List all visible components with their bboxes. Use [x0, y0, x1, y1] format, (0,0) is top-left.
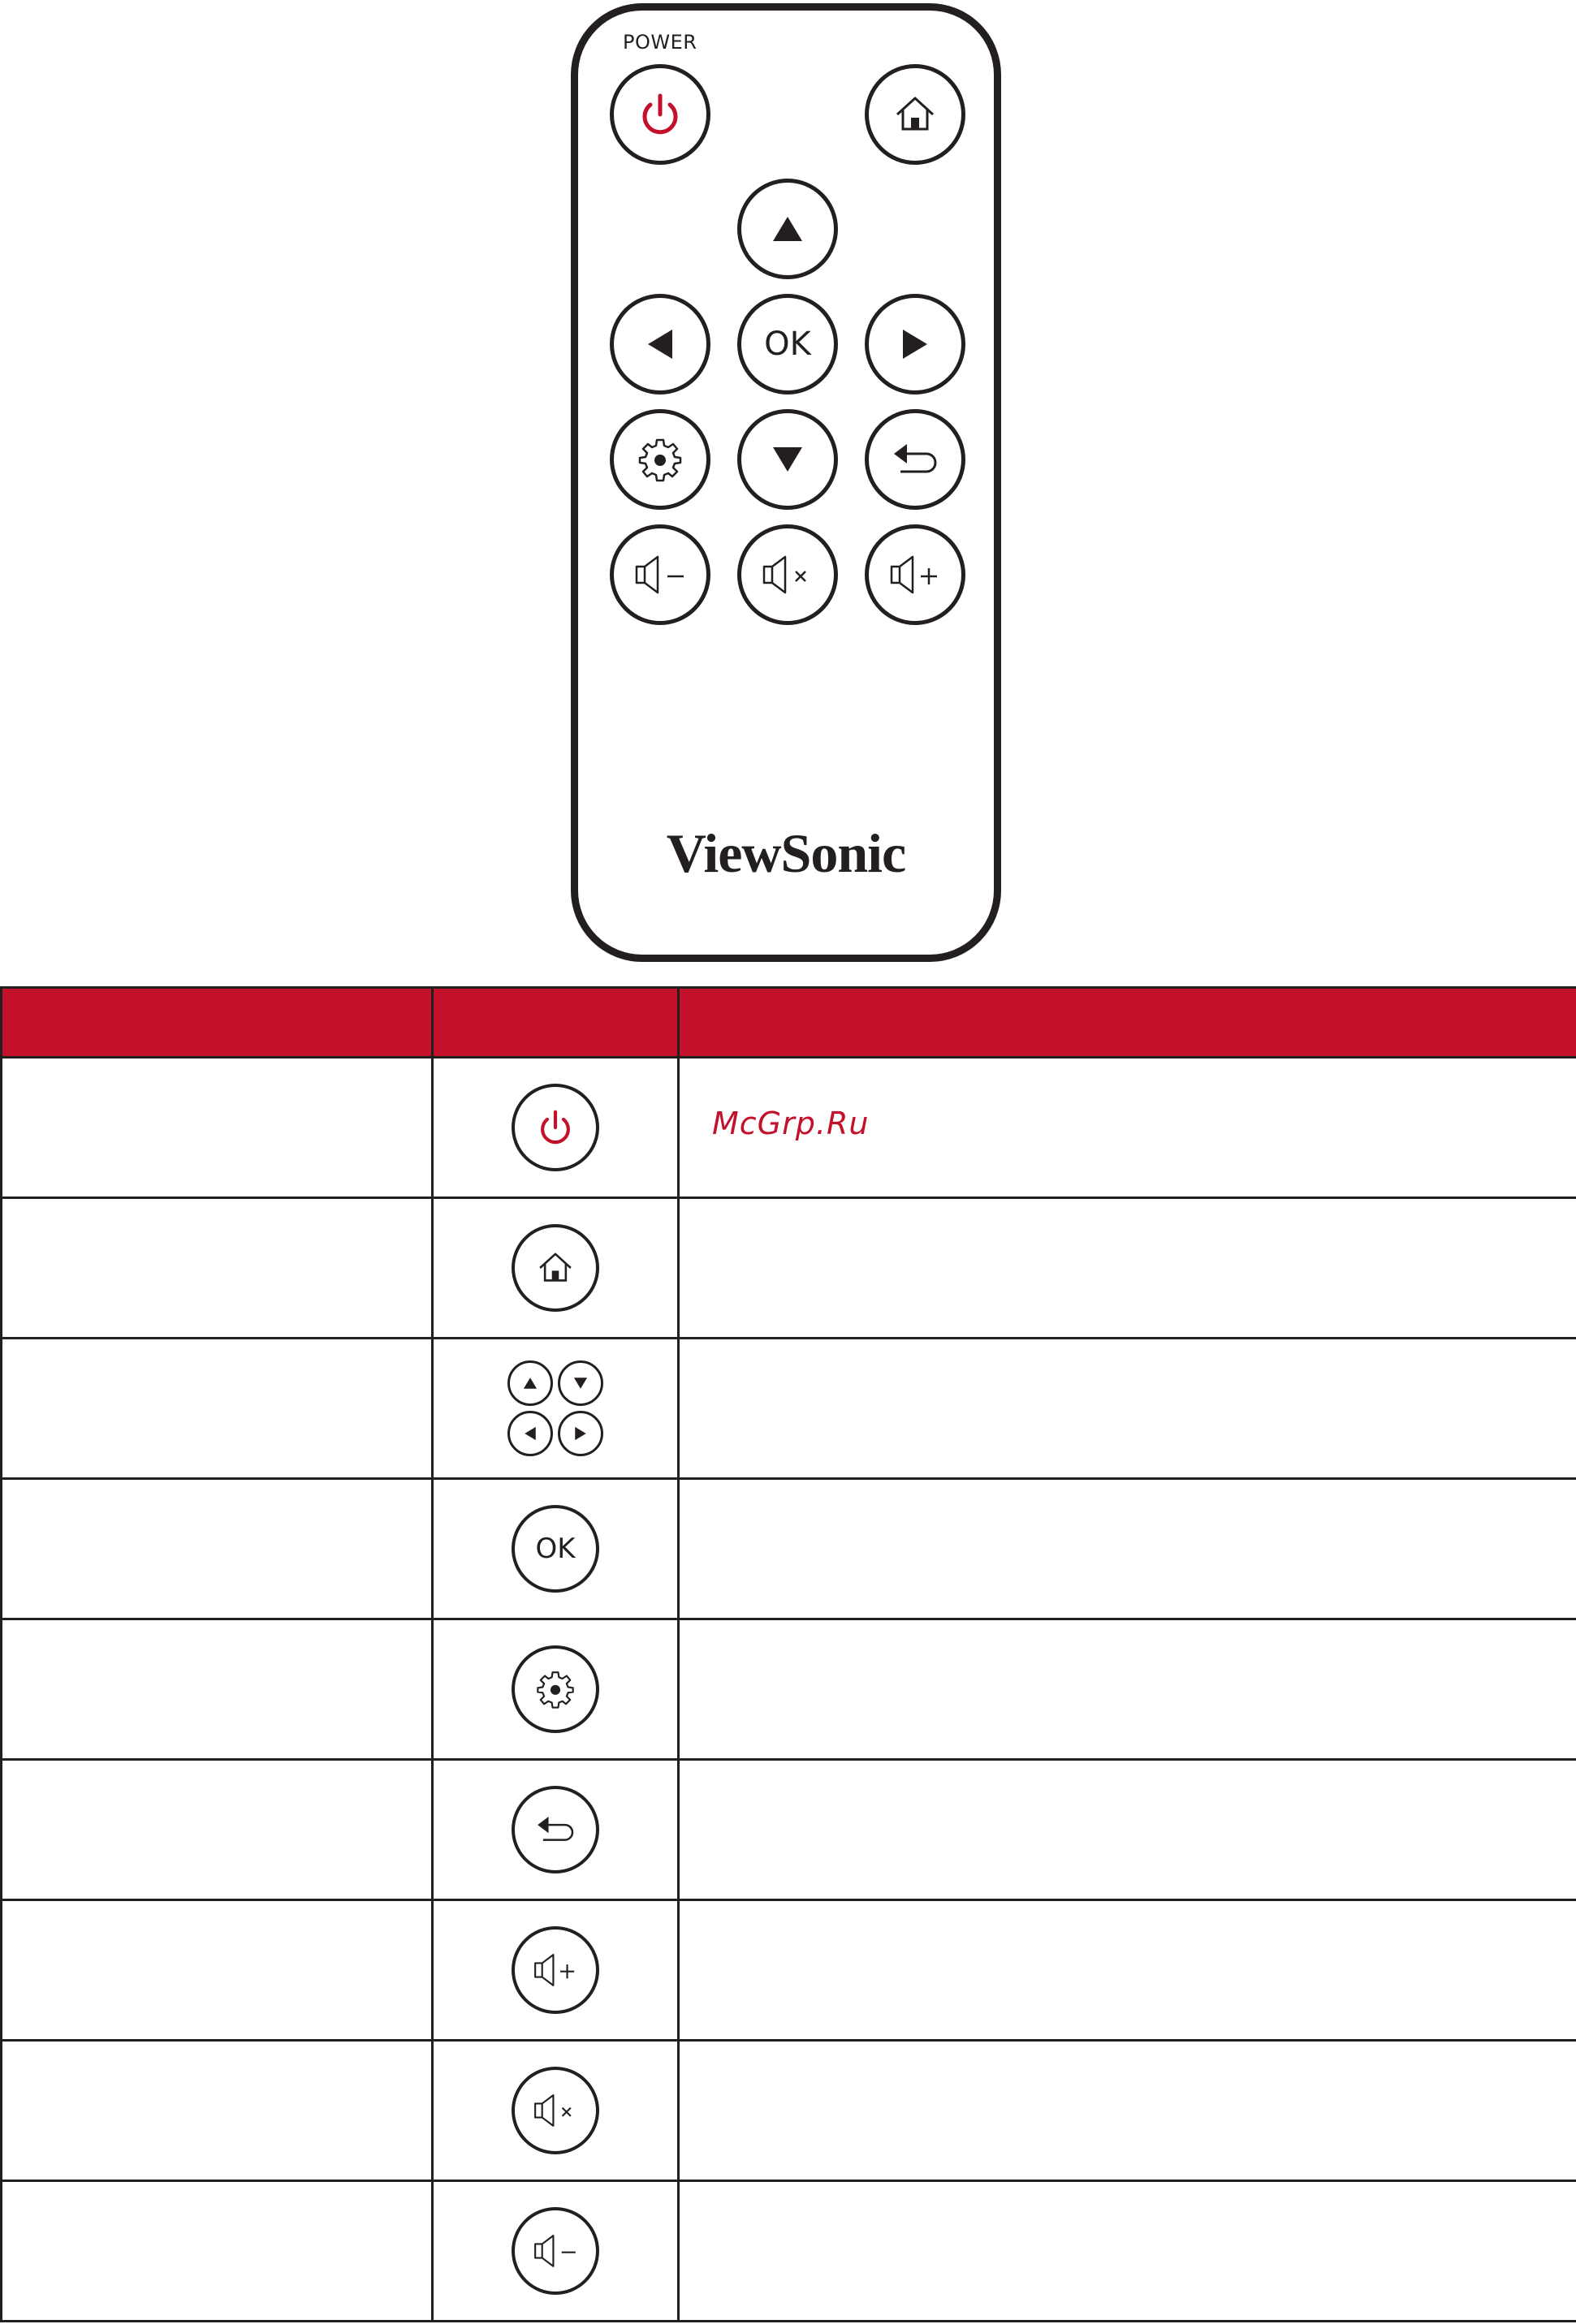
- arrow-left-icon: [646, 328, 674, 360]
- table-row: [2, 1479, 1576, 1619]
- ok-label: OK: [764, 326, 811, 363]
- volume-down-icon: [632, 552, 689, 597]
- ok-button-symbol: [512, 1505, 599, 1593]
- right-button[interactable]: [865, 294, 965, 395]
- small-down-button: [558, 1360, 603, 1406]
- volume-up-icon: [887, 552, 943, 597]
- table-row: [2, 1760, 1576, 1900]
- icon-cell: [433, 1479, 679, 1619]
- arrow-down-icon: [771, 446, 804, 473]
- up-button[interactable]: [737, 179, 838, 279]
- mute-icon: [531, 2091, 580, 2130]
- button-name-cell: [2, 2181, 433, 2322]
- header-cell-icon: [433, 988, 679, 1058]
- button-name-cell: [2, 1339, 433, 1479]
- button-name-cell: [2, 1760, 433, 1900]
- icon-cell: [433, 2181, 679, 2322]
- button-name-cell: [2, 1619, 433, 1760]
- icon-cell: [433, 1760, 679, 1900]
- return-button-symbol: [512, 1786, 599, 1873]
- icon-cell: [433, 2041, 679, 2181]
- icon-cell: [433, 1900, 679, 2041]
- mute-button-symbol: [512, 2067, 599, 2154]
- header-cell-button: [2, 988, 433, 1058]
- icon-cell: [433, 1198, 679, 1339]
- settings-button-symbol: [512, 1645, 599, 1733]
- arrow-right-icon: [574, 1426, 587, 1441]
- home-icon: [892, 92, 938, 137]
- table-header-row: [2, 988, 1576, 1058]
- power-button[interactable]: [610, 64, 710, 165]
- arrow-up-icon: [523, 1377, 538, 1390]
- table-row: [2, 2181, 1576, 2322]
- left-button[interactable]: [610, 294, 710, 395]
- return-button[interactable]: [865, 409, 965, 510]
- arrow-down-icon: [573, 1377, 588, 1390]
- power-button-symbol: [512, 1084, 599, 1171]
- header-cell-description: [679, 988, 1576, 1058]
- table-row: [2, 1058, 1576, 1198]
- brand-logo: ViewSonic: [666, 822, 906, 884]
- small-right-button: [558, 1411, 603, 1456]
- description-cell: [679, 2181, 1576, 2322]
- small-left-button: [507, 1411, 553, 1456]
- table-row: [2, 1900, 1576, 2041]
- volume-up-button[interactable]: [865, 524, 965, 625]
- table-row: [2, 1198, 1576, 1339]
- table-row: [2, 1339, 1576, 1479]
- home-icon: [536, 1248, 575, 1287]
- description-cell: [679, 1760, 1576, 1900]
- button-name-cell: [2, 1058, 433, 1198]
- icon-cell: [433, 1058, 679, 1198]
- button-name-cell: [2, 1198, 433, 1339]
- button-name-cell: [2, 2041, 433, 2181]
- table-row: [2, 2041, 1576, 2181]
- power-caption: POWER: [623, 31, 697, 54]
- direction-keys-icon: [507, 1360, 603, 1456]
- icon-cell: [433, 1339, 679, 1479]
- volume-down-button[interactable]: [610, 524, 710, 625]
- small-up-button: [507, 1360, 553, 1406]
- volume-down-button-symbol: [512, 2207, 599, 2295]
- settings-button[interactable]: [610, 409, 710, 510]
- volume-up-button-symbol: [512, 1926, 599, 2014]
- description-cell: [679, 1058, 1576, 1198]
- watermark: McGrp.Ru: [712, 1106, 870, 1141]
- return-icon: [533, 1813, 577, 1847]
- mute-button[interactable]: [737, 524, 838, 625]
- power-icon: [535, 1107, 576, 1148]
- icon-cell: [433, 1619, 679, 1760]
- home-button[interactable]: [865, 64, 965, 165]
- button-name-cell: [2, 1900, 433, 2041]
- button-reference-table: [0, 986, 1576, 2322]
- arrow-up-icon: [771, 215, 804, 243]
- down-button[interactable]: [737, 409, 838, 510]
- home-button-symbol: [512, 1224, 599, 1312]
- arrow-left-icon: [524, 1426, 537, 1441]
- ok-button[interactable]: [737, 294, 838, 395]
- table-row: [2, 1619, 1576, 1760]
- ok-label: OK: [535, 1533, 576, 1565]
- description-cell: [679, 2041, 1576, 2181]
- button-name-cell: [2, 1479, 433, 1619]
- volume-down-icon: [531, 2231, 580, 2270]
- gear-icon: [636, 435, 684, 484]
- description-cell: [679, 1339, 1576, 1479]
- description-cell: [679, 1619, 1576, 1760]
- power-icon: [636, 90, 684, 139]
- volume-up-icon: [531, 1951, 580, 1990]
- mute-icon: [759, 552, 816, 597]
- gear-icon: [534, 1668, 576, 1710]
- arrow-right-icon: [901, 328, 929, 360]
- description-cell: [679, 1198, 1576, 1339]
- description-cell: [679, 1900, 1576, 2041]
- description-cell: [679, 1479, 1576, 1619]
- return-icon: [889, 439, 941, 480]
